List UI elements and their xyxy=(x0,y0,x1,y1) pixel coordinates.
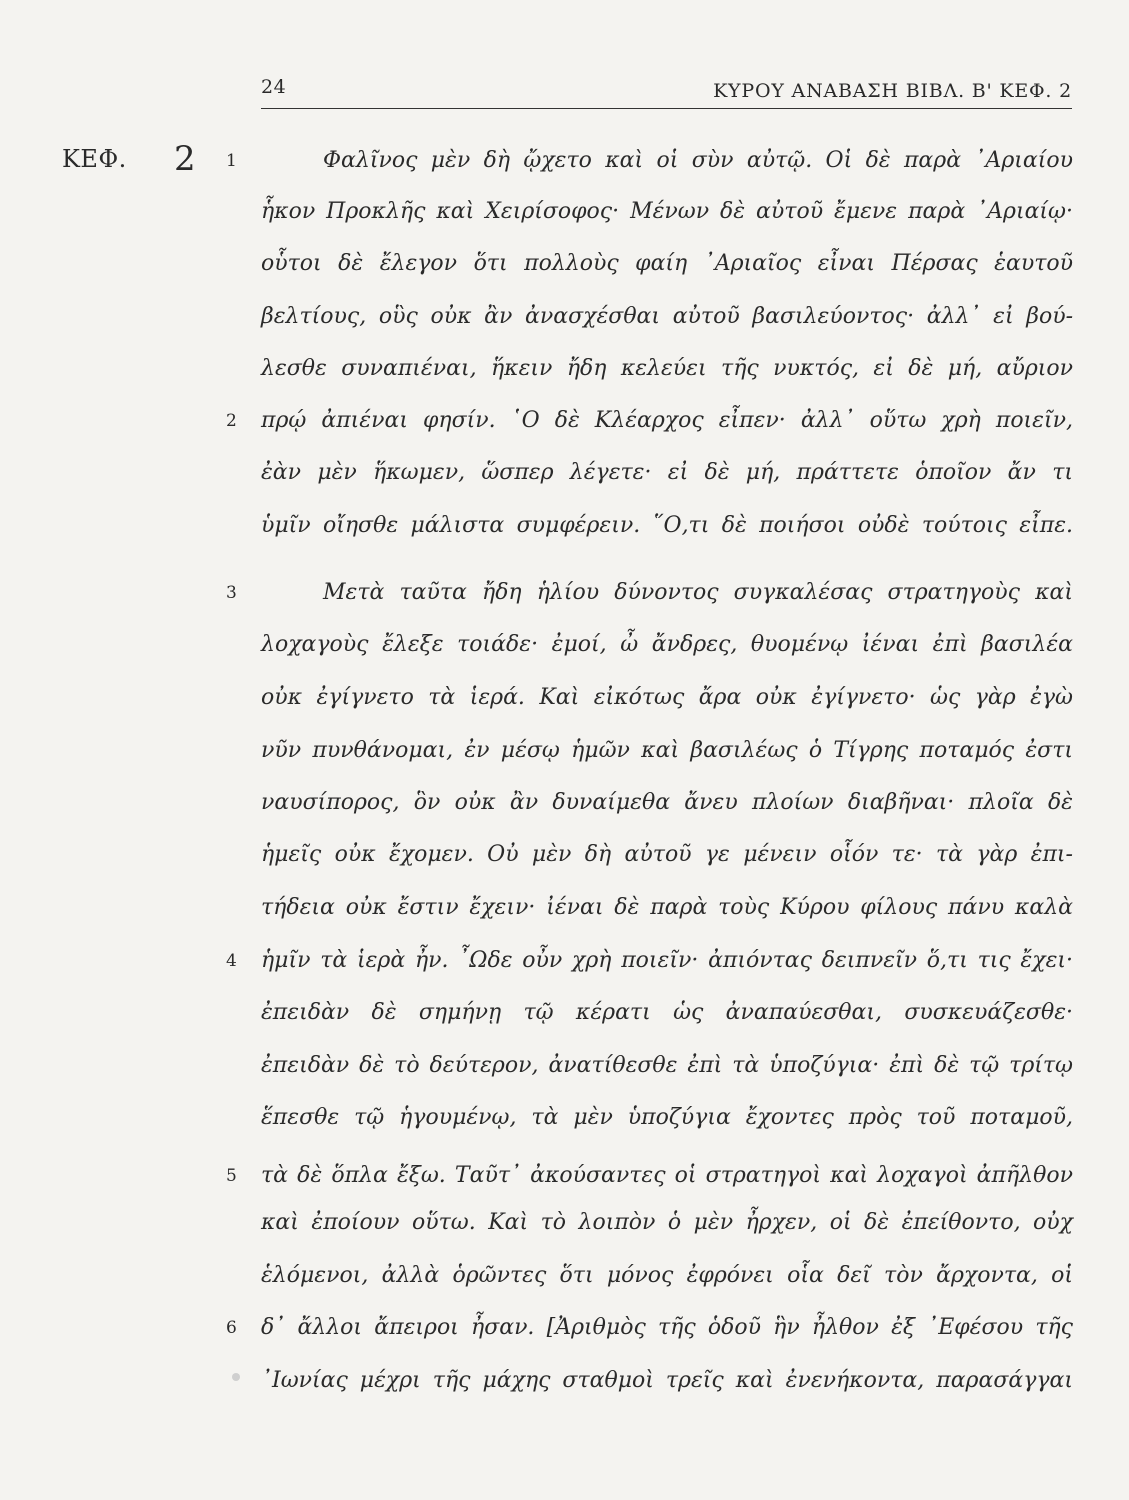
text-line: λεσθε συναπιέναι, ἥκειν ἤδη κελεύει τῆς νυκτός, εἰ δὲ μή, αὔριον xyxy=(261,356,1073,381)
chapter-number: 2 xyxy=(174,139,197,179)
text-line: λοχαγοὺς ἔλεξε τοιάδε· ἐμοί, ὦ ἄνδρες, θυομένῳ ἰέναι ἐπὶ βασιλέα xyxy=(261,632,1073,657)
text-line: οὐκ ἐγίγνετο τὰ ἱερά. Καὶ εἰκότως ἄρα οὐκ ἐγίγνετο· ὡς γὰρ ἐγὼ xyxy=(261,685,1073,710)
section-number: 4 xyxy=(226,951,237,971)
text-line: ἡμῖν τὰ ἱερὰ ἦν. ῏Ωδε οὖν χρὴ ποιεῖν· ἀπιόντας δειπνεῖν ὅ,τι τις ἔχει· xyxy=(261,948,1073,973)
chapter-label: ΚΕΦ. xyxy=(62,145,127,173)
text-line: ἐὰν μὲν ἥκωμεν, ὥσπερ λέγετε· εἰ δὲ μή, πράττετε ὁποῖον ἄν τι xyxy=(261,460,1073,485)
text-line: ἐπειδὰν δὲ σημήνῃ τῷ κέρατι ὡς ἀναπαύεσθαι, συσκευάζεσθε· xyxy=(261,1000,1073,1025)
text-line: οὗτοι δὲ ἔλεγον ὅτι πολλοὺς φαίη ᾿Αριαῖος εἶναι Πέρσας ἑαυτοῦ xyxy=(261,251,1073,276)
text-line: ἐπειδὰν δὲ τὸ δεύτερον, ἀνατίθεσθε ἐπὶ τὰ ὑποζύγια· ἐπὶ δὲ τῷ τρίτῳ xyxy=(261,1053,1073,1078)
text-line: Φαλῖνος μὲν δὴ ᾤχετο καὶ οἱ σὺν αὐτῷ. Οἱ δὲ παρὰ ᾿Αριαίου xyxy=(323,148,1073,173)
text-line: δ᾿ ἄλλοι ἄπειροι ἦσαν. [Ἀριθμὸς τῆς ὁδοῦ ἣν ἦλθον ἐξ ᾿Εφέσου τῆς xyxy=(261,1315,1073,1340)
section-number: 2 xyxy=(226,411,237,431)
text-line: βελτίους, οὓς οὐκ ἂν ἀνασχέσθαι αὐτοῦ βασιλεύοντος· ἀλλ᾿ εἰ βού- xyxy=(261,304,1073,329)
running-head: ΚΥΡΟΥ ΑΝΑΒΑΣΗ ΒΙΒΛ. Β' ΚΕΦ. 2 xyxy=(713,80,1072,102)
page-number: 24 xyxy=(261,76,287,98)
text-line: πρῴ ἀπιέναι φησίν. ῾Ο δὲ Κλέαρχος εἶπεν· ἀλλ᾿ οὕτω χρὴ ποιεῖν, xyxy=(261,408,1073,433)
text-line: ἡμεῖς οὐκ ἔχομεν. Οὐ μὲν δὴ αὐτοῦ γε μένειν οἷόν τε· τὰ γὰρ ἐπι- xyxy=(261,842,1073,867)
section-number: 5 xyxy=(226,1166,237,1186)
text-line: ἑλόμενοι, ἀλλὰ ὁρῶντες ὅτι μόνος ἐφρόνει οἷα δεῖ τὸν ἄρχοντα, οἱ xyxy=(261,1263,1073,1288)
text-line: ἕπεσθε τῷ ἡγουμένῳ, τὰ μὲν ὑποζύγια ἔχοντες πρὸς τοῦ ποταμοῦ, xyxy=(261,1105,1073,1130)
text-line: ὑμῖν οἴησθε μάλιστα συμφέρειν. ῞Ο,τι δὲ ποιήσοι οὐδὲ τούτοις εἶπε. xyxy=(261,513,1073,538)
text-line: νῦν πυνθάνομαι, ἐν μέσῳ ἡμῶν καὶ βασιλέως ὁ Τίγρης ποταμός ἐστι xyxy=(261,738,1073,763)
section-number: 6 xyxy=(226,1318,237,1338)
text-line: ναυσίπορος, ὃν οὐκ ἂν δυναίμεθα ἄνευ πλοίων διαβῆναι· πλοῖα δὲ xyxy=(261,790,1073,815)
text-line: ᾿Ιωνίας μέχρι τῆς μάχης σταθμοὶ τρεῖς καὶ ἐνενήκοντα, παρασάγγαι xyxy=(261,1368,1073,1393)
text-line: τήδεια οὐκ ἔστιν ἔχειν· ἰέναι δὲ παρὰ τοὺς Κύρου φίλους πάνυ καλὰ xyxy=(261,895,1073,920)
text-line: τὰ δὲ ὅπλα ἔξω. Ταῦτ᾿ ἀκούσαντες οἱ στρατηγοὶ καὶ λοχαγοὶ ἀπῆλθον xyxy=(261,1163,1073,1188)
text-line: Μετὰ ταῦτα ἤδη ἡλίου δύνοντος συγκαλέσας στρατηγοὺς καὶ xyxy=(323,580,1073,605)
text-line: ἧκον Προκλῆς καὶ Χειρίσοφος· Μένων δὲ αὐτοῦ ἔμενε παρὰ ᾿Αριαίῳ· xyxy=(261,199,1073,224)
section-number: 3 xyxy=(226,583,237,603)
section-number: 1 xyxy=(226,151,237,171)
text-line: καὶ ἐποίουν οὕτω. Καὶ τὸ λοιπὸν ὁ μὲν ἦρχεν, οἱ δὲ ἐπείθοντο, οὐχ xyxy=(261,1210,1073,1235)
